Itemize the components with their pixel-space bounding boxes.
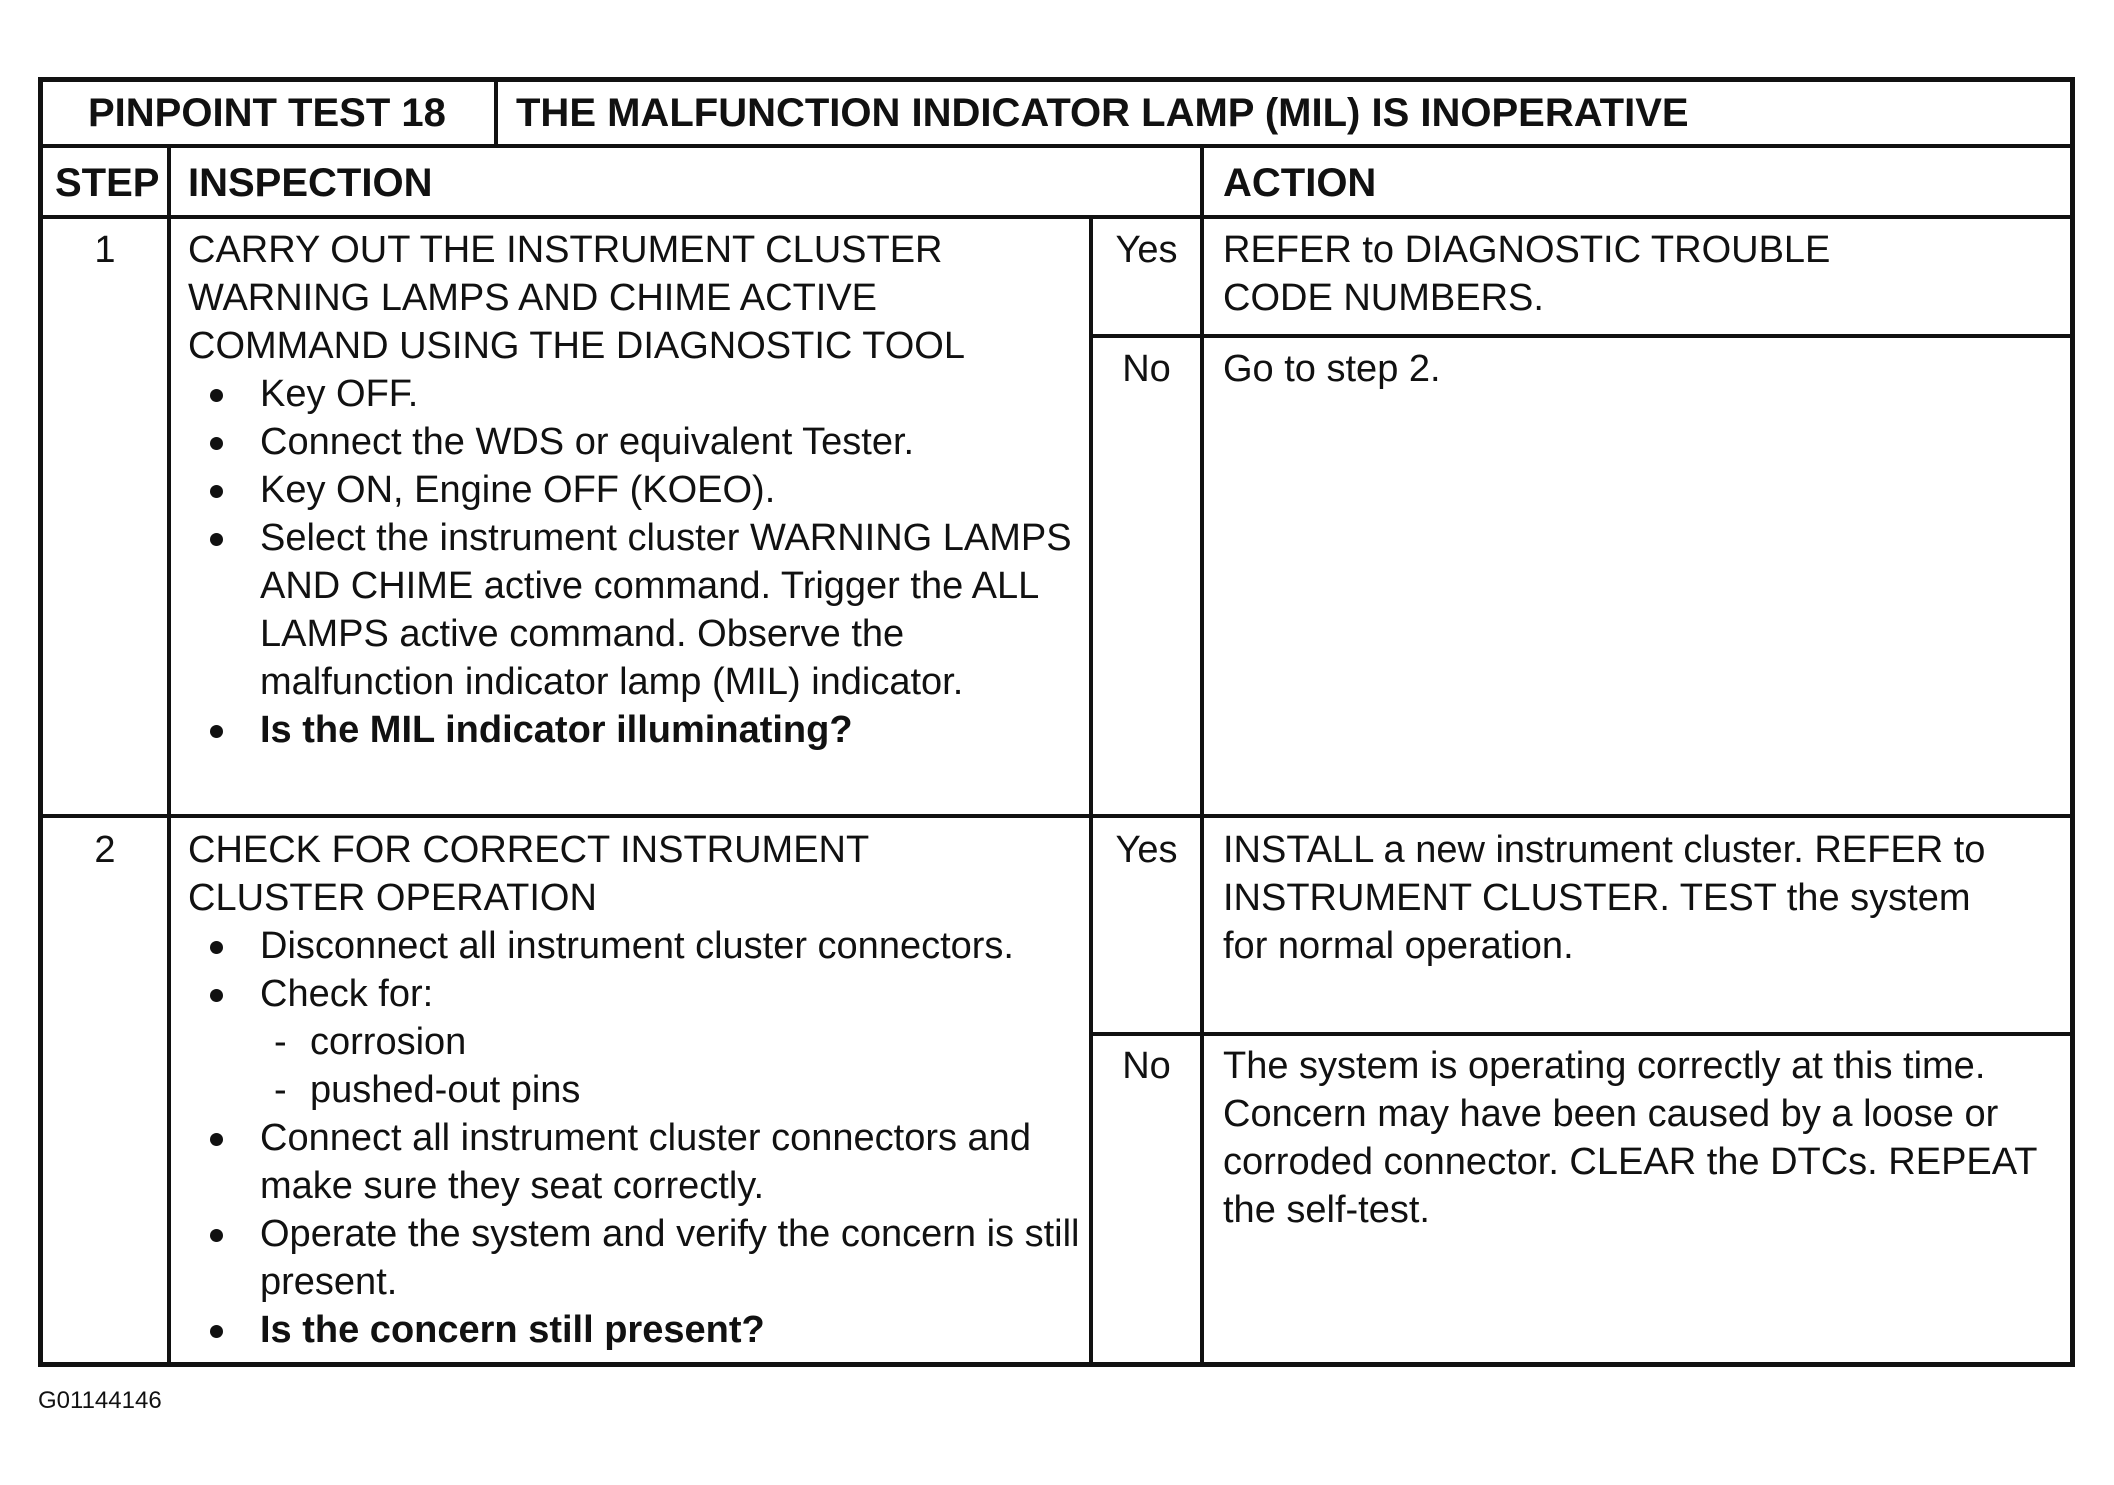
rule-step-col xyxy=(167,144,171,1362)
inspection-heading: CHECK FOR CORRECT INSTRUMENT CLUSTER OPERATION xyxy=(188,829,869,919)
inspection-bullet: Key ON, Engine OFF (KOEO). xyxy=(188,466,1083,514)
rule-below-title xyxy=(43,144,2070,148)
inspection-bullet: Disconnect all instrument cluster connectors. xyxy=(188,922,1083,970)
inspection-bullet: Key OFF. xyxy=(188,370,1083,418)
test-label: PINPOINT TEST 18 xyxy=(88,91,446,135)
inspection-bullet: Select the instrument cluster WARNING LAMPS AND CHIME active command. Trigger the ALL LAMPS active command. Observe the malfunction indicator lamp (MIL) indicator. xyxy=(188,514,1083,706)
rule-step2-yes-no xyxy=(1091,1032,2070,1036)
column-header-inspection: INSPECTION xyxy=(188,161,433,205)
yes-label: Yes xyxy=(1115,229,1178,271)
pinpoint-test-table xyxy=(38,77,2075,1367)
yes-action: REFER to DIAGNOSTIC TROUBLE CODE NUMBERS. xyxy=(1223,229,1831,319)
step-inspection xyxy=(188,226,1083,754)
no-action: Go to step 2. xyxy=(1223,348,1441,390)
rule-between-steps xyxy=(43,814,2070,818)
check-item: - corrosion xyxy=(188,1018,1083,1066)
check-item: - pushed-out pins xyxy=(188,1066,1083,1114)
step-number: 2 xyxy=(94,829,116,871)
step-number: 1 xyxy=(94,229,116,271)
inspection-bullet: Connect all instrument cluster connectors and make sure they seat correctly. xyxy=(188,1114,1083,1210)
figure-code: G01144146 xyxy=(38,1387,162,1414)
inspection-bullet: Check for: xyxy=(188,970,1083,1018)
no-label: No xyxy=(1122,348,1171,390)
rule-below-columns xyxy=(43,215,2070,219)
yes-label: Yes xyxy=(1115,829,1178,871)
inspection-question: Is the concern still present? xyxy=(188,1306,1083,1354)
no-label: No xyxy=(1122,1045,1171,1087)
step-inspection xyxy=(188,826,1083,1354)
inspection-steps xyxy=(188,370,1083,754)
no-action: The system is operating correctly at this time. Concern may have been caused by a loose or corroded connector. CLEAR the DTCs. REPEAT the self-test. xyxy=(1223,1045,2037,1231)
rule-step1-yes-no xyxy=(1091,334,2070,338)
column-header-action: ACTION xyxy=(1223,161,1377,205)
inspection-steps xyxy=(188,922,1083,1354)
test-title: THE MALFUNCTION INDICATOR LAMP (MIL) IS INOPERATIVE xyxy=(516,91,1689,135)
yes-action: INSTALL a new instrument cluster. REFER to INSTRUMENT CLUSTER. TEST the system for normal operation. xyxy=(1223,829,1986,967)
inspection-question: Is the MIL indicator illuminating? xyxy=(188,706,1083,754)
inspection-bullet: Connect the WDS or equivalent Tester. xyxy=(188,418,1083,466)
column-header-step: STEP xyxy=(55,161,160,205)
rule-title-split xyxy=(494,82,498,146)
rule-action-col xyxy=(1200,144,1204,1362)
inspection-bullet: Operate the system and verify the concern is still present. xyxy=(188,1210,1083,1306)
inspection-heading: CARRY OUT THE INSTRUMENT CLUSTER WARNING LAMPS AND CHIME ACTIVE COMMAND USING THE DIAGNOSTIC TOOL xyxy=(188,229,965,367)
